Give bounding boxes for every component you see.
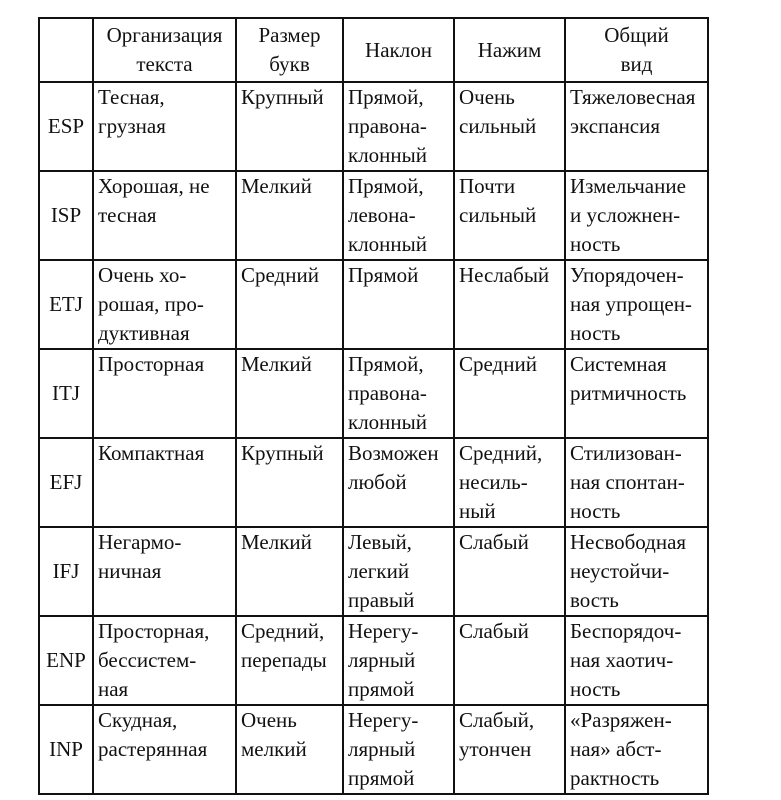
type-code: ITJ: [39, 349, 93, 438]
cell-line: Хорошая, не: [98, 174, 210, 198]
cell-line: Левый,: [348, 530, 412, 554]
pressure-cell: [454, 616, 565, 705]
letter-size-cell: [236, 260, 343, 349]
cell-line: несиль-: [459, 470, 528, 494]
cell-line: Мелкий: [241, 174, 312, 198]
cell-line: Нерегу-: [348, 619, 419, 643]
table-row: [39, 438, 708, 527]
slant-cell: [343, 260, 454, 349]
cell-line: Тяжеловесная: [570, 85, 696, 109]
cell-line: прямой: [348, 677, 415, 701]
cell-line: Негармо-: [98, 530, 182, 554]
cell-line: дуктивная: [98, 321, 190, 345]
cell-line: Измельчание: [570, 174, 686, 198]
cell-line: Слабый,: [459, 708, 535, 732]
cell-line: неустойчи-: [570, 559, 670, 583]
cell-line: сильный: [459, 203, 537, 227]
general-view-cell: [565, 616, 708, 705]
cell-line: ная хаотич-: [570, 648, 674, 672]
pressure-cell: [454, 705, 565, 794]
cell-line: Просторная: [98, 352, 205, 376]
cell-line: Слабый: [459, 619, 529, 643]
cell-line: Прямой,: [348, 174, 424, 198]
cell-line: ная спонтан-: [570, 470, 685, 494]
cell-line: мелкий: [241, 737, 307, 761]
header-line: вид: [620, 52, 653, 76]
cell-line: левона-: [348, 203, 416, 227]
cell-line: правый: [348, 588, 415, 612]
pressure-cell: [454, 260, 565, 349]
cell-line: любой: [348, 470, 407, 494]
cell-line: ничная: [98, 559, 162, 583]
pressure-cell: [454, 349, 565, 438]
cell-line: Стилизован-: [570, 441, 682, 465]
slant-cell: [343, 171, 454, 260]
cell-line: и усложнен-: [570, 203, 681, 227]
header-general-view: [565, 18, 708, 82]
type-code: EFJ: [39, 438, 93, 527]
slant-cell: [343, 438, 454, 527]
cell-line: Скудная,: [98, 708, 178, 732]
cell-line: вость: [570, 588, 619, 612]
header-line: Организация: [106, 23, 223, 47]
cell-line: утончен: [459, 737, 532, 761]
cell-line: прямой: [348, 766, 415, 790]
general-view-cell: [565, 260, 708, 349]
cell-line: Просторная,: [98, 619, 210, 643]
letter-size-cell: [236, 705, 343, 794]
cell-line: ность: [570, 232, 621, 256]
general-view-cell: [565, 349, 708, 438]
type-code: ENP: [39, 616, 93, 705]
text-organization-cell: [93, 171, 236, 260]
table-row: [39, 349, 708, 438]
type-code: ETJ: [39, 260, 93, 349]
cell-line: Средний: [241, 263, 319, 287]
header-row: [39, 18, 708, 82]
cell-line: рошая, про-: [98, 292, 204, 316]
slant-cell: [343, 82, 454, 171]
table-row: [39, 82, 708, 171]
pressure-cell: [454, 171, 565, 260]
cell-line: растерянная: [98, 737, 208, 761]
cell-line: грузная: [98, 114, 166, 138]
cell-line: Средний: [459, 352, 537, 376]
letter-size-cell: [236, 349, 343, 438]
cell-line: ность: [570, 321, 621, 345]
slant-cell: [343, 527, 454, 616]
cell-line: Очень хо-: [98, 263, 187, 287]
type-code: IFJ: [39, 527, 93, 616]
table-row: [39, 616, 708, 705]
cell-line: клонный: [348, 143, 428, 167]
table-row: [39, 171, 708, 260]
cell-line: Неслабый: [459, 263, 550, 287]
letter-size-cell: [236, 171, 343, 260]
general-view-cell: [565, 171, 708, 260]
header-line: Нажим: [477, 37, 542, 62]
header-text-organization: [93, 18, 236, 82]
header-letter-size: [236, 18, 343, 82]
cell-line: Слабый: [459, 530, 529, 554]
cell-line: ность: [570, 677, 621, 701]
corner-cell: [39, 18, 93, 82]
general-view-cell: [565, 527, 708, 616]
header-pressure: [454, 18, 565, 82]
cell-line: Средний,: [241, 619, 325, 643]
type-code: INP: [39, 705, 93, 794]
cell-line: Системная: [570, 352, 667, 376]
cell-line: Очень: [459, 85, 515, 109]
cell-line: Прямой,: [348, 352, 424, 376]
text-organization-cell: [93, 438, 236, 527]
cell-line: правона-: [348, 381, 427, 405]
text-organization-cell: [93, 527, 236, 616]
cell-line: рактность: [570, 766, 660, 790]
cell-line: ность: [570, 499, 621, 523]
general-view-cell: [565, 705, 708, 794]
header-line: Наклон: [365, 37, 432, 62]
slant-cell: [343, 616, 454, 705]
cell-line: Прямой: [348, 263, 419, 287]
type-code: ISP: [39, 171, 93, 260]
text-organization-cell: [93, 260, 236, 349]
cell-line: Компактная: [98, 441, 205, 465]
text-organization-cell: [93, 705, 236, 794]
cell-line: лярный: [348, 737, 416, 761]
cell-line: тесная: [98, 203, 157, 227]
cell-line: сильный: [459, 114, 537, 138]
cell-line: Тесная,: [98, 85, 165, 109]
header-line: Общий: [604, 23, 669, 47]
pressure-cell: [454, 527, 565, 616]
cell-line: Беспорядоч-: [570, 619, 682, 643]
slant-cell: [343, 705, 454, 794]
cell-line: легкий: [348, 559, 410, 583]
letter-size-cell: [236, 616, 343, 705]
cell-line: перепады: [241, 648, 327, 672]
table-row: [39, 527, 708, 616]
table-body: [39, 82, 708, 794]
cell-line: ная: [98, 677, 129, 701]
cell-line: Очень: [241, 708, 297, 732]
text-organization-cell: [93, 616, 236, 705]
cell-line: Возможен: [348, 441, 439, 465]
text-organization-cell: [93, 349, 236, 438]
cell-line: ритмичность: [570, 381, 687, 405]
table-row: [39, 705, 708, 794]
cell-line: Почти: [459, 174, 516, 198]
cell-line: ная» абст-: [570, 737, 662, 761]
cell-line: ная упрощен-: [570, 292, 692, 316]
cell-line: Средний,: [459, 441, 543, 465]
cell-line: клонный: [348, 232, 428, 256]
cell-line: «Разряжен-: [570, 708, 672, 732]
cell-line: клонный: [348, 410, 428, 434]
cell-line: Несвободная: [570, 530, 687, 554]
cell-line: Мелкий: [241, 530, 312, 554]
cell-line: экспансия: [570, 114, 661, 138]
table-row: [39, 260, 708, 349]
text-organization-cell: [93, 82, 236, 171]
cell-line: Крупный: [241, 85, 324, 109]
letter-size-cell: [236, 527, 343, 616]
handwriting-types-table: [38, 17, 709, 795]
header-line: текста: [136, 52, 193, 76]
header-line: Размер: [258, 23, 321, 47]
pressure-cell: [454, 82, 565, 171]
slant-cell: [343, 349, 454, 438]
header-line: букв: [269, 52, 310, 76]
cell-line: бессистем-: [98, 648, 197, 672]
cell-line: Нерегу-: [348, 708, 419, 732]
cell-line: ный: [459, 499, 496, 523]
pressure-cell: [454, 438, 565, 527]
cell-line: Прямой,: [348, 85, 424, 109]
general-view-cell: [565, 438, 708, 527]
letter-size-cell: [236, 82, 343, 171]
cell-line: Мелкий: [241, 352, 312, 376]
cell-line: Упорядочен-: [570, 263, 684, 287]
cell-line: правона-: [348, 114, 427, 138]
cell-line: лярный: [348, 648, 416, 672]
header-slant: [343, 18, 454, 82]
general-view-cell: [565, 82, 708, 171]
type-code: ESP: [39, 82, 93, 171]
cell-line: Крупный: [241, 441, 324, 465]
letter-size-cell: [236, 438, 343, 527]
